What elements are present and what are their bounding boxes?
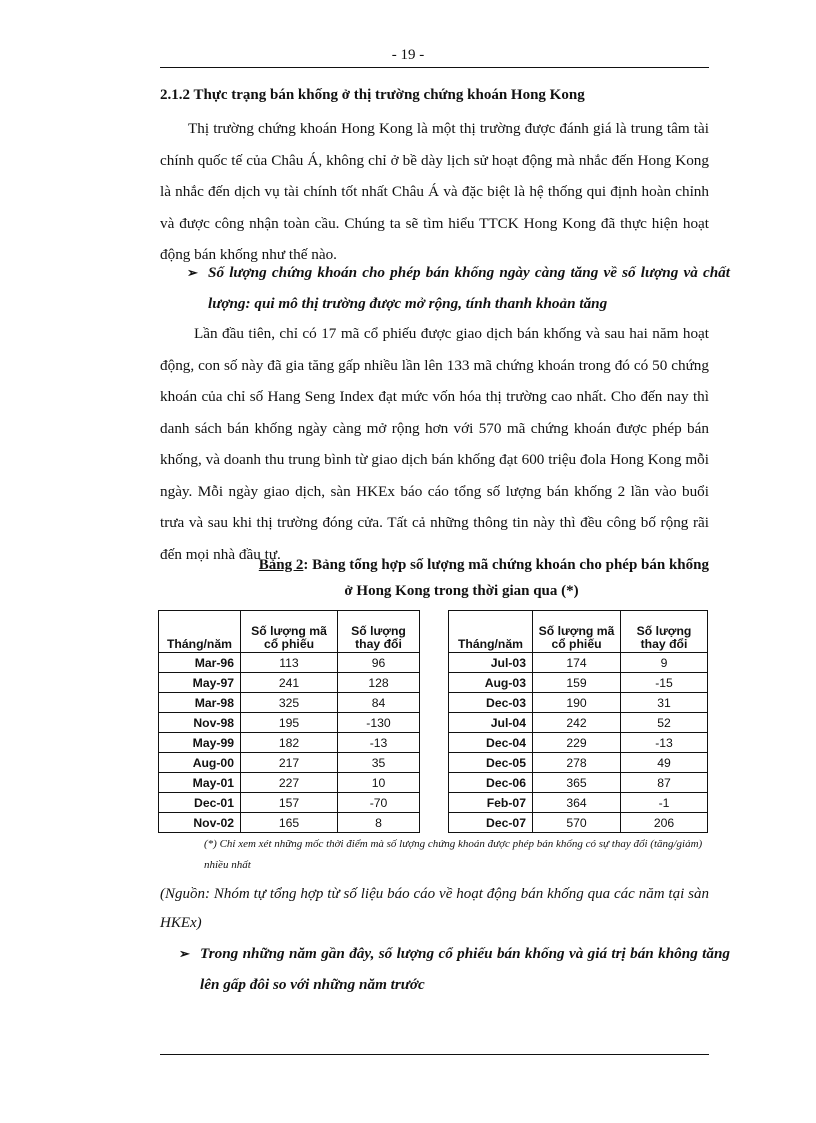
cell-month: Dec-05 xyxy=(449,753,533,773)
table-caption-line2: ở Hong Kong trong thời gian qua (*) xyxy=(344,583,579,599)
cell-change: -13 xyxy=(621,733,708,753)
cell-count: 174 xyxy=(533,653,621,673)
table-row xyxy=(159,773,420,793)
table-caption-line1: : Bảng tổng hợp số lượng mã chứng khoán cho phép bán khống xyxy=(303,557,709,573)
cell-change: 206 xyxy=(621,813,708,833)
paragraph-intro: Thị trường chứng khoán Hong Kong là một thị trường được đánh giá là trung tâm tài chính quốc tế của Châu Á, không chỉ ở bề dày lịch sử hoạt động mà nhắc đến Hong Kong là nhắc đến dịch vụ tài chính tốt nhất Châu Á và đặc biệt là hệ thống qui định hoàn chỉnh và được công nhận toàn cầu. Chúng ta sẽ tìm hiểu TTCK Hong Kong đã thực hiện hoạt động bán khống như thế nào. xyxy=(160,120,709,263)
cell-change: -130 xyxy=(338,713,420,733)
data-table-right xyxy=(448,610,708,833)
bullet-item-2 xyxy=(179,938,730,1000)
cell-count: 227 xyxy=(241,773,338,793)
cell-count: 217 xyxy=(241,753,338,773)
table-row xyxy=(449,773,708,793)
cell-count: 325 xyxy=(241,693,338,713)
column-header-count: Số lượng mã cổ phiếu xyxy=(241,611,338,653)
cell-count: 159 xyxy=(533,673,621,693)
cell-change: 31 xyxy=(621,693,708,713)
bullet-text-2: Trong những năm gần đây, số lượng cổ phiếu bán khống và giá trị bán không tăng lên gấp đôi so với những năm trước xyxy=(200,945,730,993)
header-rule xyxy=(160,67,709,68)
cell-month: Dec-04 xyxy=(449,733,533,753)
cell-month: Dec-06 xyxy=(449,773,533,793)
cell-month: Nov-98 xyxy=(159,713,241,733)
column-header-month: Tháng/năm xyxy=(159,611,241,653)
cell-count: 190 xyxy=(533,693,621,713)
cell-count: 242 xyxy=(533,713,621,733)
cell-month: Aug-03 xyxy=(449,673,533,693)
table-row xyxy=(159,733,420,753)
table-row xyxy=(449,673,708,693)
cell-count: 278 xyxy=(533,753,621,773)
cell-change: 35 xyxy=(338,753,420,773)
cell-month: Aug-00 xyxy=(159,753,241,773)
table-caption-label: Bảng 2 xyxy=(258,557,304,573)
column-header-month: Tháng/năm xyxy=(449,611,533,653)
column-header-change: Số lượng thay đổi xyxy=(621,611,708,653)
cell-change: -15 xyxy=(621,673,708,693)
bullet-text-1: Số lượng chứng khoán cho phép bán khống ngày càng tăng về số lượng và chất lượng: qui mô thị trường được mở rộng, tính thanh khoản tăng xyxy=(208,264,730,312)
page-number: - 19 - xyxy=(391,47,425,63)
table-row xyxy=(159,653,420,673)
table-row xyxy=(159,793,420,813)
table-row xyxy=(159,713,420,733)
source-citation: (Nguồn: Nhóm tự tổng hợp từ số liệu báo cáo về hoạt động bán khống qua các năm tại sàn HKEx) xyxy=(160,886,709,931)
cell-count: 165 xyxy=(241,813,338,833)
cell-month: Dec-03 xyxy=(449,693,533,713)
cell-change: 8 xyxy=(338,813,420,833)
cell-count: 182 xyxy=(241,733,338,753)
cell-month: Mar-98 xyxy=(159,693,241,713)
table-footnote: (*) Chỉ xem xét những mốc thời điểm mà số lượng chứng khoán được phép bán khống có sự thay đổi (tăng/giảm) nhiều nhất xyxy=(204,838,703,871)
cell-change: -1 xyxy=(621,793,708,813)
cell-month: Dec-01 xyxy=(159,793,241,813)
cell-count: 365 xyxy=(533,773,621,793)
cell-change: 10 xyxy=(338,773,420,793)
table-row xyxy=(449,733,708,753)
cell-month: May-99 xyxy=(159,733,241,753)
cell-change: 87 xyxy=(621,773,708,793)
cell-month: Jul-04 xyxy=(449,713,533,733)
cell-month: Mar-96 xyxy=(159,653,241,673)
cell-count: 229 xyxy=(533,733,621,753)
table-row xyxy=(159,693,420,713)
cell-change: 9 xyxy=(621,653,708,673)
cell-change: 96 xyxy=(338,653,420,673)
table-caption xyxy=(160,552,709,604)
cell-count: 364 xyxy=(533,793,621,813)
table-row xyxy=(159,813,420,833)
table-row xyxy=(449,713,708,733)
section-heading: 2.1.2 Thực trạng bán khống ở thị trường chứng khoán Hong Kong xyxy=(160,87,585,103)
arrow-bullet-icon: ➢ xyxy=(179,946,190,961)
cell-change: 128 xyxy=(338,673,420,693)
cell-count: 195 xyxy=(241,713,338,733)
cell-month: Jul-03 xyxy=(449,653,533,673)
bullet-item-1 xyxy=(187,257,730,319)
table-row xyxy=(449,813,708,833)
cell-month: Dec-07 xyxy=(449,813,533,833)
cell-month: Feb-07 xyxy=(449,793,533,813)
paragraph-short-selling: Lần đầu tiên, chỉ có 17 mã cổ phiếu được giao dịch bán khống và sau hai năm hoạt động, con số này đã gia tăng gấp nhiều lần lên 133 mã chứng khoán trong đó có 50 chứng khoán của chỉ số Hang Seng Index đạt mức vốn hóa thị trường cao nhất. Cho đến nay thì danh sách bán khống ngày càng mở rộng hơn với 570 mã chứng khoán được phép bán khống, và doanh thu trung bình từ giao dịch bán khống đạt 600 triệu đola Hong Kong mỗi ngày. Mỗi ngày giao dịch, sàn HKEx báo cáo tổng số lượng bán khống 2 lần vào buổi trưa và sau khi thị trường đóng cửa. Tất cả những thông tin này thì đều công bố rộng rãi đến mọi nhà đầu tư. xyxy=(160,325,709,563)
data-table-left xyxy=(158,610,420,833)
cell-change: 52 xyxy=(621,713,708,733)
footer-rule xyxy=(160,1054,709,1055)
cell-month: Nov-02 xyxy=(159,813,241,833)
column-header-change: Số lượng thay đổi xyxy=(338,611,420,653)
cell-count: 157 xyxy=(241,793,338,813)
cell-change: -13 xyxy=(338,733,420,753)
cell-count: 241 xyxy=(241,673,338,693)
cell-change: 49 xyxy=(621,753,708,773)
cell-month: May-97 xyxy=(159,673,241,693)
cell-count: 113 xyxy=(241,653,338,673)
cell-change: 84 xyxy=(338,693,420,713)
arrow-bullet-icon: ➢ xyxy=(187,265,198,280)
cell-change: -70 xyxy=(338,793,420,813)
column-header-count: Số lượng mã cổ phiếu xyxy=(533,611,621,653)
cell-month: May-01 xyxy=(159,773,241,793)
table-row xyxy=(449,793,708,813)
cell-count: 570 xyxy=(533,813,621,833)
table-row xyxy=(449,693,708,713)
table-row xyxy=(449,653,708,673)
table-row xyxy=(159,753,420,773)
table-row xyxy=(159,673,420,693)
table-row xyxy=(449,753,708,773)
